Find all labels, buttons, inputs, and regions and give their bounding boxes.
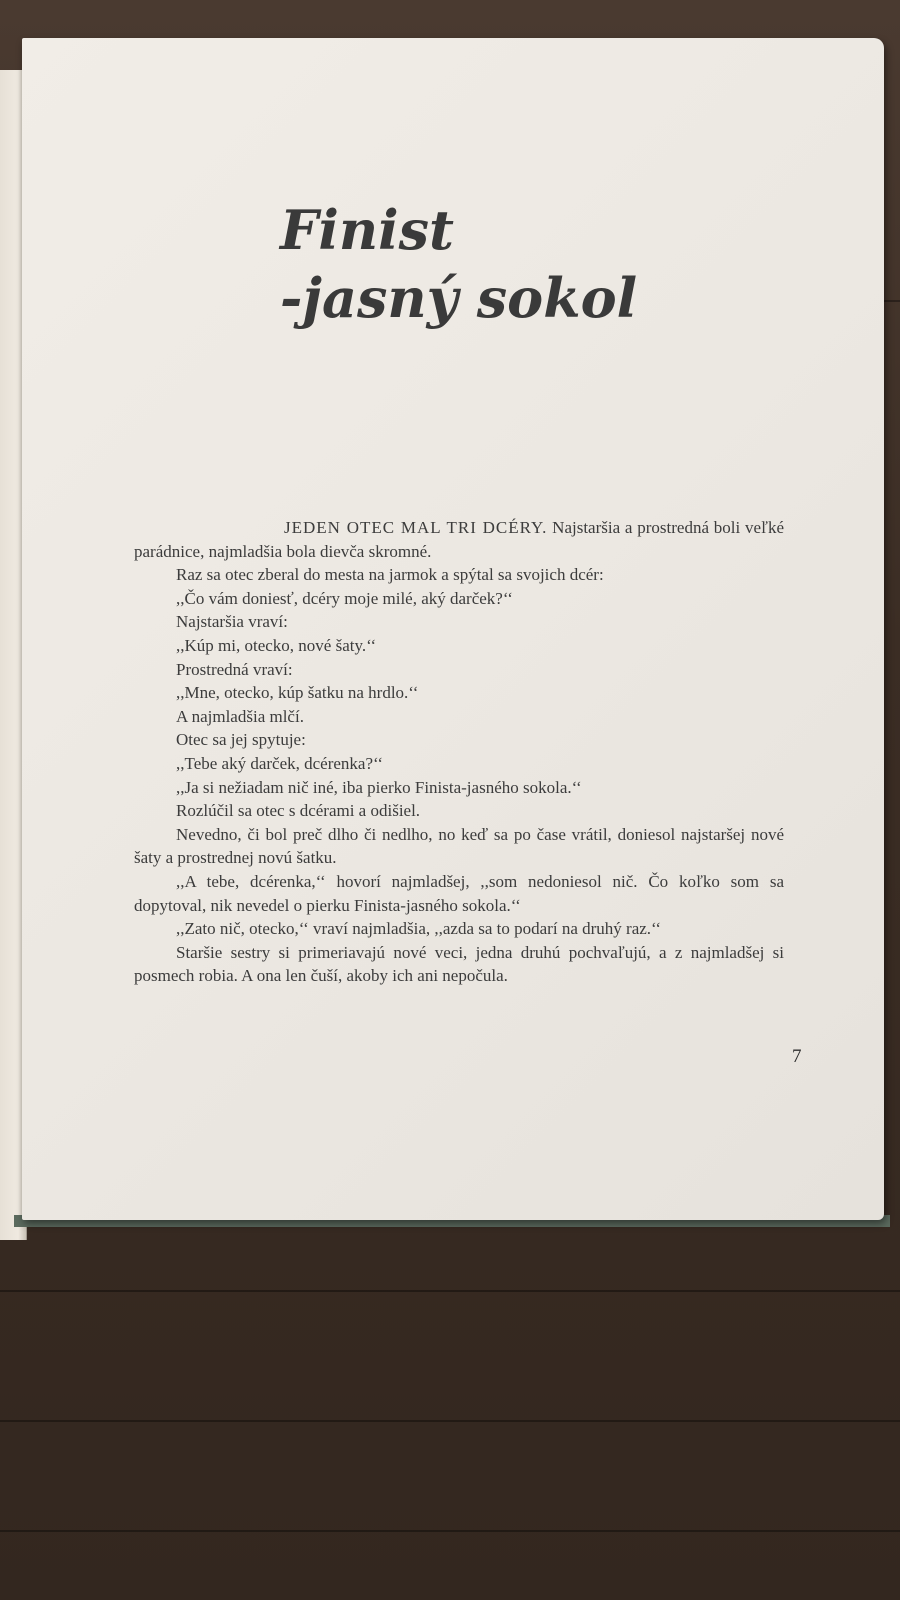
paragraph: A najmladšia mlčí. xyxy=(176,706,304,726)
chapter-title xyxy=(280,196,637,332)
wood-grain xyxy=(0,1530,900,1532)
paragraph: ,,A tebe, dcérenka,‘‘ hovorí najmladšej, ,,som nedoniesol nič. Čo koľko som sa dopytoval, nik nevedel o pierku Finista-jasného sokola.‘‘ xyxy=(134,871,784,915)
paragraph: Staršie sestry si primeriavajú nové veci, jedna druhú pochvaľujú, a z najmladšej si posmech robia. A ona len čuší, akoby ich ani nepočula. xyxy=(134,942,784,986)
paragraph xyxy=(134,516,784,563)
paragraph: Otec sa jej spytuje: xyxy=(176,730,306,750)
paragraph: ,,Mne, otecko, kúp šatku na hrdlo.‘‘ xyxy=(176,683,419,703)
wood-grain xyxy=(0,1420,900,1422)
page-number: 7 xyxy=(792,1046,802,1067)
paragraph: ,,Tebe aký darček, dcérenka?‘‘ xyxy=(176,753,384,773)
story-text xyxy=(134,516,784,988)
wood-grain xyxy=(0,1290,900,1292)
chapter-title-line-1: Finist xyxy=(280,198,454,262)
paragraph: Nevedno, či bol preč dlho či nedlho, no keď sa po čase vrátil, doniesol najstaršej nové šaty a prostrednej novú šatku. xyxy=(134,824,784,868)
paragraph: ,,Zato nič, otecko,‘‘ vraví najmladšia, ,,azda sa to podarí na druhý raz.‘‘ xyxy=(176,919,662,939)
paragraph: Prostredná vraví: xyxy=(176,659,293,679)
chapter-title-line-2: -jasný sokol xyxy=(280,266,638,330)
paragraph: Najstaršia vraví: xyxy=(176,612,288,632)
book-page xyxy=(22,38,884,1220)
paragraph: ,,Čo vám doniesť, dcéry moje milé, aký darček?‘‘ xyxy=(176,588,513,608)
opening-caps: JEDEN OTEC MAL TRI DCÉRY. xyxy=(284,518,548,537)
paragraph: ,,Ja si nežiadam nič iné, iba pierko Finista-jasného sokola.‘‘ xyxy=(176,777,582,797)
paragraph: ,,Kúp mi, otecko, nové šaty.‘‘ xyxy=(176,635,377,655)
paragraph-text: Najstaršia a prostredná boli veľké parádnice, najmladšia bola dievča skromné. xyxy=(134,518,784,561)
paragraph: Rozlúčil sa otec s dcérami a odišiel. xyxy=(176,801,421,821)
paragraph: Raz sa otec zberal do mesta na jarmok a spýtal sa svojich dcér: xyxy=(176,565,604,585)
